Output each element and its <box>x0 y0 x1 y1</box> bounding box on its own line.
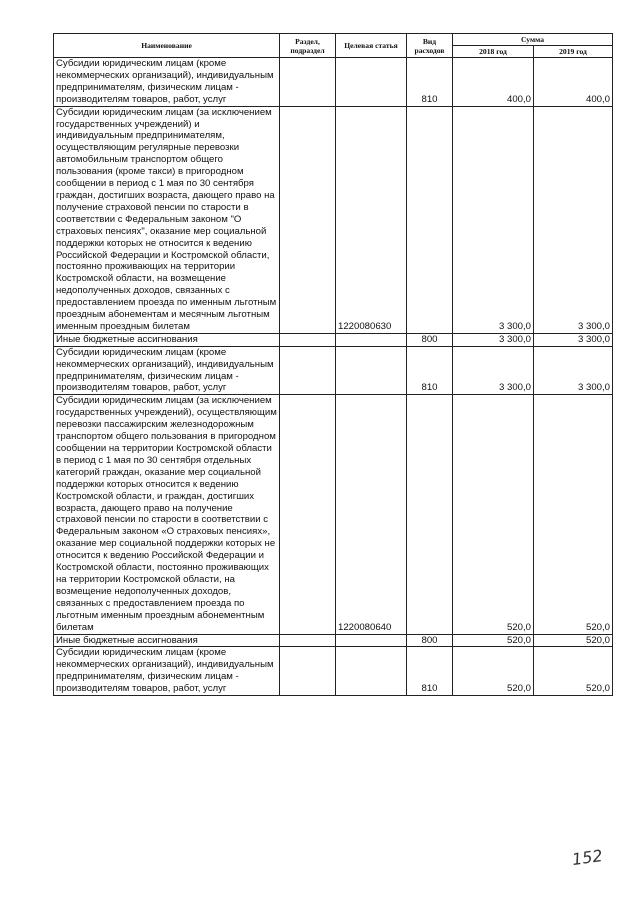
row-section <box>280 106 336 333</box>
row-kind: 800 <box>407 634 453 647</box>
header-name: Наименование <box>54 34 280 58</box>
row-sum-2018: 520,0 <box>453 647 534 696</box>
row-target <box>336 58 407 107</box>
row-target <box>336 634 407 647</box>
row-kind: 810 <box>407 346 453 395</box>
row-section <box>280 647 336 696</box>
row-sum-2019: 3 300,0 <box>534 333 613 346</box>
header-year-2018: 2018 год <box>453 46 534 58</box>
header-kind: Вид расходов <box>407 34 453 58</box>
table-row <box>54 58 613 107</box>
header-year-2019: 2019 год <box>534 46 613 58</box>
table-row <box>54 647 613 696</box>
budget-table <box>53 33 613 696</box>
row-kind <box>407 106 453 333</box>
row-name: Субсидии юридическим лицам (за исключением государственных учреждений) и индивидуальным предпринимателям, осуществляющим регулярные перевозки автомобильным транспортом общего пользования (кроме такси) в пригородном сообщении в период с 1 мая по 30 сентября граждан, достигших возраста, дающего право на получение страховой пенсии по старости в соответствии с Федеральным законом "О страховых пенсиях", оказание мер социальной поддержки которых не относится к ведению Российской Федерации и Костромской области, постоянно проживающих на территории Костромской области, на возмещение недополученных доходов, связанных с предоставлением проезда по именным льготным проездным абонементам и месячным льготным именным проездным билетам <box>54 106 280 333</box>
row-sum-2019: 400,0 <box>534 58 613 107</box>
row-kind: 810 <box>407 647 453 696</box>
row-section <box>280 346 336 395</box>
row-kind: 810 <box>407 58 453 107</box>
table-row <box>54 333 613 346</box>
row-target: 1220080630 <box>336 106 407 333</box>
row-name: Иные бюджетные ассигнования <box>54 634 280 647</box>
page-number: 152 <box>570 845 604 870</box>
row-sum-2019: 3 300,0 <box>534 346 613 395</box>
row-sum-2019: 520,0 <box>534 395 613 634</box>
row-sum-2018: 520,0 <box>453 634 534 647</box>
row-sum-2019: 520,0 <box>534 634 613 647</box>
header-sum: Сумма <box>453 34 613 46</box>
row-section <box>280 58 336 107</box>
row-section <box>280 395 336 634</box>
row-target <box>336 647 407 696</box>
row-kind <box>407 395 453 634</box>
row-name: Иные бюджетные ассигнования <box>54 333 280 346</box>
table-row <box>54 106 613 333</box>
table-row <box>54 346 613 395</box>
row-name: Субсидии юридическим лицам (кроме некоммерческих организаций), индивидуальным предпринимателям, физическим лицам - производителям товаров, работ, услуг <box>54 647 280 696</box>
row-name: Субсидии юридическим лицам (за исключением государственных учреждений), осуществляющим перевозки пассажирским железнодорожным транспортом общего пользования в пригородном сообщении на территории Костромской области в период с 1 мая по 30 сентября отдельных категорий граждан, оказание мер социальной поддержки которых относится к ведению Костромской области, и граждан, достигших возраста, дающего право на получение страховой пенсии по старости в соответствии с Федеральным законом «О страховых пенсиях», оказание мер социальной поддержки которых не относится к ведению Российской Федерации и Костромской области, постоянно проживающих на территории Костромской области, на возмещение недополученных доходов, связанных с предоставлением проезда по льготным именным проездным абонементным билетам <box>54 395 280 634</box>
row-target <box>336 346 407 395</box>
row-sum-2019: 520,0 <box>534 647 613 696</box>
row-section <box>280 634 336 647</box>
row-sum-2018: 520,0 <box>453 395 534 634</box>
row-kind: 800 <box>407 333 453 346</box>
row-sum-2019: 3 300,0 <box>534 106 613 333</box>
row-section <box>280 333 336 346</box>
row-sum-2018: 400,0 <box>453 58 534 107</box>
row-sum-2018: 3 300,0 <box>453 333 534 346</box>
header-section: Раздел, подраздел <box>280 34 336 58</box>
table-row <box>54 634 613 647</box>
row-name: Субсидии юридическим лицам (кроме некоммерческих организаций), индивидуальным предпринимателям, физическим лицам - производителям товаров, работ, услуг <box>54 58 280 107</box>
row-sum-2018: 3 300,0 <box>453 106 534 333</box>
table-row <box>54 395 613 634</box>
row-target: 1220080640 <box>336 395 407 634</box>
header-target: Целевая статья <box>336 34 407 58</box>
row-sum-2018: 3 300,0 <box>453 346 534 395</box>
row-name: Субсидии юридическим лицам (кроме некоммерческих организаций), индивидуальным предпринимателям, физическим лицам - производителям товаров, работ, услуг <box>54 346 280 395</box>
row-target <box>336 333 407 346</box>
